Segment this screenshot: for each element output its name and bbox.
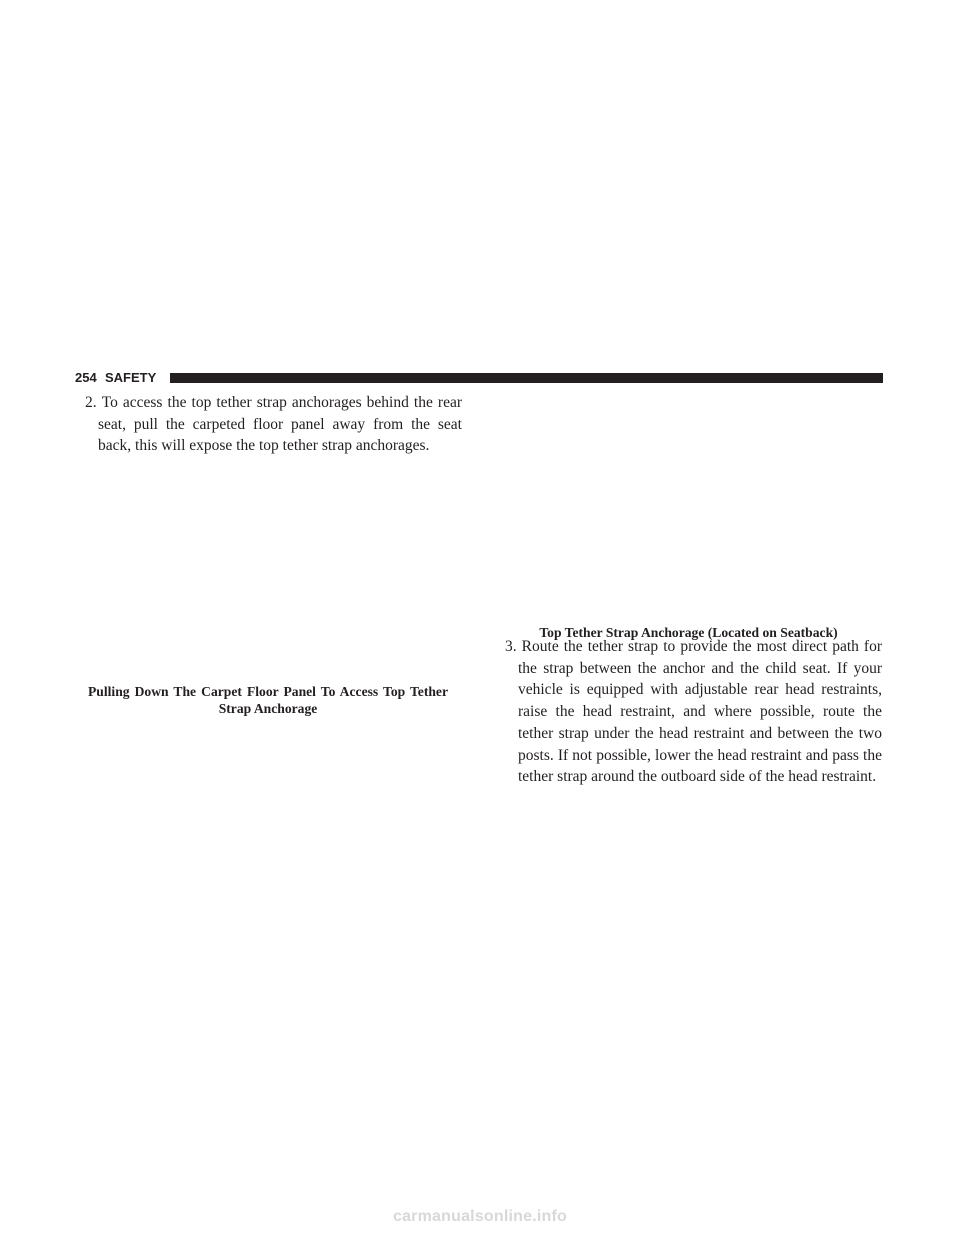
figure-caption-carpet-panel: Pulling Down The Carpet Floor Panel To Access Top Tether Strap Anchorage bbox=[88, 684, 448, 716]
step-2-text: To access the top tether strap anchorages behind the rear seat, pull the carpeted floor panel away from the seat back, this will expose the top tether strap anchorages. bbox=[98, 394, 462, 455]
step-3-text: Route the tether strap to provide the most direct path for the strap between the anchor and the child seat. If your vehicle is equipped with adjustable rear head restraints, raise the head restraint, and where possible, route the tether strap under the head restraint and between the two posts. If not possible, lower the head restraint and pass the tether strap around the outboard side of the head restraint. bbox=[518, 638, 882, 786]
section-title: SAFETY bbox=[105, 370, 157, 385]
footer-watermark: carmanualsonline.info bbox=[392, 1208, 567, 1225]
step-2-number: 2. bbox=[85, 394, 97, 411]
figure-caption-tether-anchorage: Top Tether Strap Anchorage (Located on Seatback) bbox=[539, 625, 838, 640]
figure-top-tether-anchorage bbox=[495, 392, 882, 617]
step-3-number: 3. bbox=[505, 638, 517, 655]
page-header bbox=[75, 370, 883, 386]
step-3 bbox=[495, 636, 882, 788]
header-rule bbox=[170, 373, 883, 383]
step-2 bbox=[75, 392, 462, 457]
figure-carpet-floor-panel bbox=[75, 460, 462, 675]
step-3-body bbox=[495, 636, 882, 788]
page-number: 254 bbox=[75, 370, 97, 385]
step-2-body bbox=[75, 392, 462, 457]
